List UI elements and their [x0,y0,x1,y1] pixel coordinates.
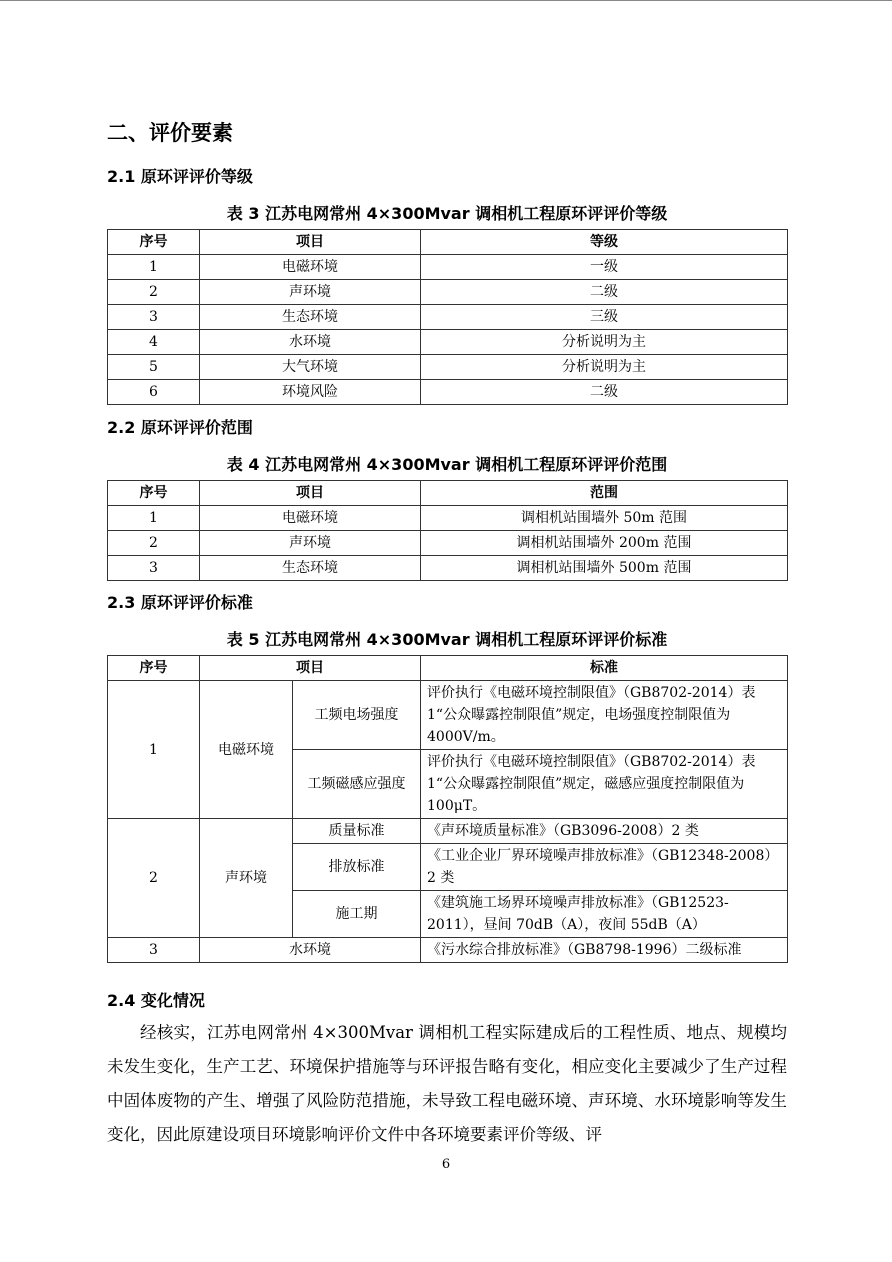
cell-subitem: 施工期 [293,891,421,938]
section-title: 二、评价要素 [107,121,233,145]
table-header-row [108,230,788,255]
table-header-row [108,481,788,506]
table-header-row [108,656,788,681]
cell-grade: 三级 [421,305,788,330]
cell-standard: 《工业企业厂界环境噪声排放标准》（GB12348-2008）2 类 [421,844,788,891]
cell-range: 调相机站围墙外 500m 范围 [421,556,788,581]
cell-item: 电磁环境 [200,681,293,819]
cell-item: 水环境 [200,330,421,355]
table-row [108,280,788,305]
cell-no: 1 [108,681,200,819]
cell-grade: 二级 [421,280,788,305]
cell-item: 大气环境 [200,355,421,380]
cell-subitem: 工频电场强度 [293,681,421,750]
cell-grade: 分析说明为主 [421,330,788,355]
table-row [108,506,788,531]
table-row [108,355,788,380]
cell-item: 水环境 [200,938,421,963]
cell-standard: 《污水综合排放标准》（GB8798-1996）二级标准 [421,938,788,963]
cell-item: 生态环境 [200,556,421,581]
cell-no: 3 [108,305,200,330]
table-row [108,819,788,844]
cell-item: 声环境 [200,280,421,305]
cell-no: 1 [108,506,200,531]
cell-subitem: 质量标准 [293,819,421,844]
cell-standard: 《声环境质量标准》（GB3096-2008）2 类 [421,819,788,844]
cell-grade: 分析说明为主 [421,355,788,380]
col-header-no: 序号 [108,230,200,255]
cell-item: 电磁环境 [200,255,421,280]
table-3-grade [107,229,788,405]
cell-item: 声环境 [200,531,421,556]
table-5-standard [107,655,788,963]
cell-subitem: 排放标准 [293,844,421,891]
cell-item: 生态环境 [200,305,421,330]
col-header-no: 序号 [108,656,200,681]
paragraph-text: 经核实，江苏电网常州 4×300Mvar 调相机工程实际建成后的工程性质、地点、规模均未发生变化，生产工艺、环境保护措施等与环评报告略有变化，相应变化主要减少了生产过程中固体废物的产生、增强了风险防范措施，未导致工程电磁环境、声环境、水环境影响等发生变化，因此原建设项目环境影响评价文件中各环境要素评价等级、评 [107,1023,787,1144]
heading-2-3: 2.3 原环评评价标准 [107,593,253,612]
col-header-item: 项目 [200,656,421,681]
table-row [108,330,788,355]
page-number: 6 [441,1157,451,1172]
cell-item: 环境风险 [200,380,421,405]
table-row [108,255,788,280]
table-row [108,681,788,750]
cell-no: 6 [108,380,200,405]
cell-grade: 一级 [421,255,788,280]
cell-range: 调相机站围墙外 50m 范围 [421,506,788,531]
cell-grade: 二级 [421,380,788,405]
cell-no: 5 [108,355,200,380]
cell-standard: 《建筑施工场界环境噪声排放标准》（GB12523-2011），昼间 70dB（A），夜间 55dB（A） [421,891,788,938]
col-header-range: 范围 [421,481,788,506]
table-4-range [107,480,788,581]
cell-standard: 评价执行《电磁环境控制限值》（GB8702-2014）表1“公众曝露控制限值”规定，电场强度控制限值为4000V/m。 [421,681,788,750]
col-header-item: 项目 [200,230,421,255]
table-row [108,556,788,581]
cell-no: 4 [108,330,200,355]
cell-no: 1 [108,255,200,280]
table-5-caption: 表 5 江苏电网常州 4×300Mvar 调相机工程原环评评价标准 [226,630,668,649]
col-header-no: 序号 [108,481,200,506]
table-row [108,531,788,556]
table-row [108,380,788,405]
change-paragraph [107,1016,787,1152]
heading-2-1: 2.1 原环评评价等级 [107,167,253,186]
heading-2-4: 2.4 变化情况 [107,991,205,1010]
table-4-caption: 表 4 江苏电网常州 4×300Mvar 调相机工程原环评评价范围 [226,455,668,474]
cell-subitem: 工频磁感应强度 [293,750,421,819]
col-header-grade: 等级 [421,230,788,255]
col-header-standard: 标准 [421,656,788,681]
cell-standard: 评价执行《电磁环境控制限值》（GB8702-2014）表1“公众曝露控制限值”规定，磁感应强度控制限值为 100μT。 [421,750,788,819]
cell-range: 调相机站围墙外 200m 范围 [421,531,788,556]
cell-no: 2 [108,531,200,556]
heading-2-2: 2.2 原环评评价范围 [107,418,253,437]
cell-item: 电磁环境 [200,506,421,531]
table-3-caption: 表 3 江苏电网常州 4×300Mvar 调相机工程原环评评价等级 [226,204,668,223]
cell-no: 2 [108,280,200,305]
cell-no: 2 [108,819,200,938]
cell-no: 3 [108,938,200,963]
top-border-line [0,0,892,1]
table-row [108,305,788,330]
cell-no: 3 [108,556,200,581]
col-header-item: 项目 [200,481,421,506]
cell-item: 声环境 [200,819,293,938]
table-row [108,938,788,963]
